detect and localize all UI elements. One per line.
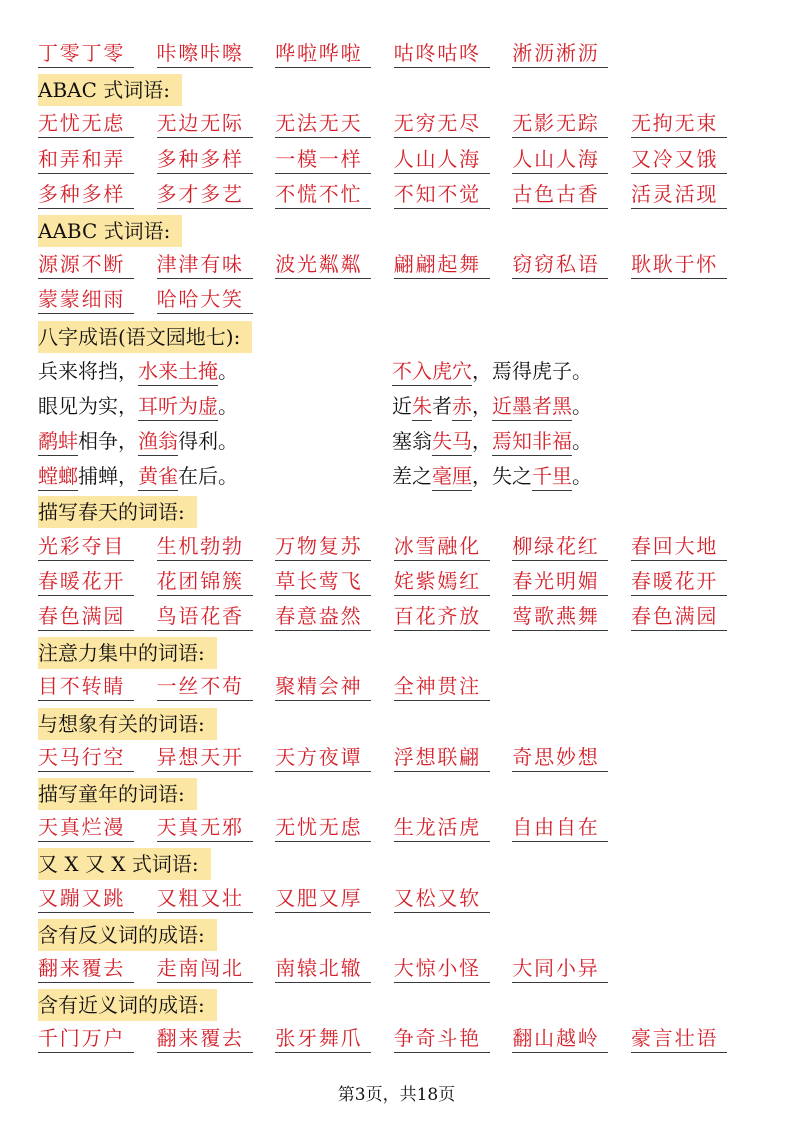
word-item: 春色满园 <box>631 601 727 631</box>
word-item: 鸟语花香 <box>157 601 253 631</box>
word-item: 不慌不忙 <box>275 179 371 209</box>
word-item: 耿耿于怀 <box>631 249 727 279</box>
section-heading: 描写童年的词语: <box>38 778 197 810</box>
word-item: 生龙活虎 <box>394 812 490 842</box>
word-item: 丁零丁零 <box>38 38 134 68</box>
word-row <box>38 953 758 988</box>
section-row <box>38 847 758 882</box>
word-item: 春光明媚 <box>512 566 608 596</box>
word-item: 哈哈大笑 <box>157 284 253 314</box>
word-item: 春意盎然 <box>275 601 371 631</box>
word-item: 翻来覆去 <box>38 953 134 983</box>
word-item: 浮想联翩 <box>394 742 490 772</box>
idiom-text: 。 <box>572 429 592 454</box>
section-row <box>38 214 758 249</box>
word-item: 奇思妙想 <box>512 742 608 772</box>
section-row <box>38 495 758 530</box>
idiom-answer: 朱 <box>412 392 432 421</box>
idiom-left <box>38 390 238 422</box>
word-item: 走南闯北 <box>157 953 253 983</box>
word-item: 春回大地 <box>631 531 727 561</box>
idiom-text: 兵来将挡， <box>38 358 138 383</box>
word-item: 咔嚓咔嚓 <box>157 38 253 68</box>
word-item: 一丝不苟 <box>157 671 253 701</box>
idiom-row <box>38 425 758 460</box>
idiom-right <box>392 460 592 492</box>
word-item: 无忧无虑 <box>275 812 371 842</box>
word-item: 人山人海 <box>394 144 490 174</box>
idiom-answer: 不入虎穴 <box>392 357 472 386</box>
word-item: 多种多样 <box>38 179 134 209</box>
word-item: 莺歌燕舞 <box>512 601 608 631</box>
idiom-text: 捕蝉， <box>78 464 138 489</box>
idiom-answer: 螳螂 <box>38 462 78 491</box>
word-item: 全神贯注 <box>394 671 490 701</box>
word-item: 咕咚咕咚 <box>394 38 490 68</box>
word-item: 异想天开 <box>157 742 253 772</box>
word-item: 无法无天 <box>275 108 371 138</box>
idiom-text: 得利。 <box>178 429 238 454</box>
word-item: 无边无际 <box>157 108 253 138</box>
page-footer: 第3页，共18页 <box>337 1085 456 1105</box>
section-row <box>38 777 758 812</box>
word-item: 天马行空 <box>38 742 134 772</box>
idiom-text: 塞翁 <box>392 429 432 454</box>
word-item: 万物复苏 <box>275 531 371 561</box>
word-item: 又蹦又跳 <box>38 883 134 913</box>
idiom-answer: 焉知非福 <box>492 427 572 456</box>
idiom-row <box>38 355 758 390</box>
idiom-answer: 毫厘 <box>432 462 472 491</box>
section-heading: ABAC 式词语: <box>38 74 182 106</box>
word-item: 春色满园 <box>38 601 134 631</box>
section-row <box>38 988 758 1023</box>
idiom-text: 。 <box>572 393 592 418</box>
idiom-right <box>392 425 592 457</box>
word-item: 无影无踪 <box>512 108 608 138</box>
word-item: 生机勃勃 <box>157 531 253 561</box>
word-item: 淅沥淅沥 <box>512 38 608 68</box>
idiom-answer: 渔翁 <box>138 427 178 456</box>
word-item: 翻山越岭 <box>512 1023 608 1053</box>
word-item: 哗啦哗啦 <box>275 38 371 68</box>
word-item: 花团锦簇 <box>157 566 253 596</box>
word-item: 争奇斗艳 <box>394 1023 490 1053</box>
word-item: 翻来覆去 <box>157 1023 253 1053</box>
word-item: 蒙蒙细雨 <box>38 284 134 314</box>
section-heading: 含有近义词的成语: <box>38 989 217 1021</box>
word-item: 天方夜谭 <box>275 742 371 772</box>
word-row <box>38 284 758 319</box>
idiom-left <box>38 425 238 457</box>
word-item: 天真烂漫 <box>38 812 134 842</box>
section-row <box>38 73 758 108</box>
word-row <box>38 179 758 214</box>
section-heading: 与想象有关的词语: <box>38 708 217 740</box>
idiom-text: ， <box>472 393 492 418</box>
idiom-text: ，焉得虎子。 <box>472 358 592 383</box>
word-row <box>38 249 758 284</box>
word-row <box>38 38 758 73</box>
word-item: 聚精会神 <box>275 671 371 701</box>
word-item: 光彩夺目 <box>38 531 134 561</box>
word-item: 又粗又壮 <box>157 883 253 913</box>
word-row <box>38 1023 758 1058</box>
idiom-right <box>392 355 592 387</box>
word-item: 冰雪融化 <box>394 531 490 561</box>
idiom-right <box>392 390 592 422</box>
section-heading: 八字成语(语文园地七): <box>38 321 252 353</box>
word-item: 又冷又饿 <box>631 144 727 174</box>
idiom-answer: 黄雀 <box>138 462 178 491</box>
section-heading: 描写春天的词语: <box>38 496 197 528</box>
section-heading: 含有反义词的成语: <box>38 919 217 951</box>
word-item: 不知不觉 <box>394 179 490 209</box>
word-item: 无穷无尽 <box>394 108 490 138</box>
idiom-text: 眼见为实， <box>38 393 138 418</box>
section-row <box>38 320 758 355</box>
word-row <box>38 812 758 847</box>
idiom-text: 在后。 <box>178 464 238 489</box>
idiom-answer: 千里 <box>532 462 572 491</box>
idiom-text: 。 <box>218 393 238 418</box>
word-row <box>38 883 758 918</box>
word-item: 张牙舞爪 <box>275 1023 371 1053</box>
word-item: 波光粼粼 <box>275 249 371 279</box>
word-row <box>38 531 758 566</box>
word-item: 大惊小怪 <box>394 953 490 983</box>
word-item: 自由自在 <box>512 812 608 842</box>
idiom-text: 者 <box>432 393 452 418</box>
idiom-answer: 赤 <box>452 392 472 421</box>
word-item: 无拘无束 <box>631 108 727 138</box>
word-list-page <box>38 38 758 1058</box>
idiom-text: 。 <box>572 464 592 489</box>
word-item: 窃窃私语 <box>512 249 608 279</box>
word-row <box>38 601 758 636</box>
section-row <box>38 918 758 953</box>
idiom-answer: 近墨者黑 <box>492 392 572 421</box>
idiom-answer: 耳听为虚 <box>138 392 218 421</box>
word-row <box>38 108 758 143</box>
section-heading: 又 X 又 X 式词语: <box>38 848 211 880</box>
idiom-row <box>38 390 758 425</box>
word-item: 翩翩起舞 <box>394 249 490 279</box>
word-item: 大同小异 <box>512 953 608 983</box>
word-item: 古色古香 <box>512 179 608 209</box>
word-item: 一模一样 <box>275 144 371 174</box>
idiom-text: 相争， <box>78 429 138 454</box>
word-item: 柳绿花红 <box>512 531 608 561</box>
word-item: 又肥又厚 <box>275 883 371 913</box>
word-item: 百花齐放 <box>394 601 490 631</box>
word-item: 姹紫嫣红 <box>394 566 490 596</box>
word-row <box>38 671 758 706</box>
word-item: 南辕北辙 <box>275 953 371 983</box>
idiom-text: 。 <box>218 358 238 383</box>
section-heading: 注意力集中的词语: <box>38 637 217 669</box>
idiom-text: 近 <box>392 393 412 418</box>
word-row <box>38 742 758 777</box>
word-item: 豪言壮语 <box>631 1023 727 1053</box>
word-item: 千门万户 <box>38 1023 134 1053</box>
word-item: 天真无邪 <box>157 812 253 842</box>
word-row <box>38 144 758 179</box>
word-row <box>38 566 758 601</box>
word-item: 草长莺飞 <box>275 566 371 596</box>
word-item: 活灵活现 <box>631 179 727 209</box>
word-item: 和弄和弄 <box>38 144 134 174</box>
idiom-left <box>38 460 238 492</box>
word-item: 无忧无虑 <box>38 108 134 138</box>
word-item: 目不转睛 <box>38 671 134 701</box>
word-item: 多种多样 <box>157 144 253 174</box>
idiom-text: 差之 <box>392 464 432 489</box>
word-item: 津津有味 <box>157 249 253 279</box>
idiom-left <box>38 355 238 387</box>
idiom-answer: 鹬蚌 <box>38 427 78 456</box>
word-item: 春暖花开 <box>631 566 727 596</box>
word-item: 春暖花开 <box>38 566 134 596</box>
idiom-text: ， <box>472 429 492 454</box>
idiom-answer: 失马 <box>432 427 472 456</box>
word-item: 又松又软 <box>394 883 490 913</box>
idiom-answer: 水来土掩 <box>138 357 218 386</box>
word-item: 源源不断 <box>38 249 134 279</box>
section-heading: AABC 式词语: <box>38 215 182 247</box>
section-row <box>38 707 758 742</box>
word-item: 多才多艺 <box>157 179 253 209</box>
word-item: 人山人海 <box>512 144 608 174</box>
idiom-text: ，失之 <box>472 464 532 489</box>
idiom-row <box>38 460 758 495</box>
section-row <box>38 636 758 671</box>
